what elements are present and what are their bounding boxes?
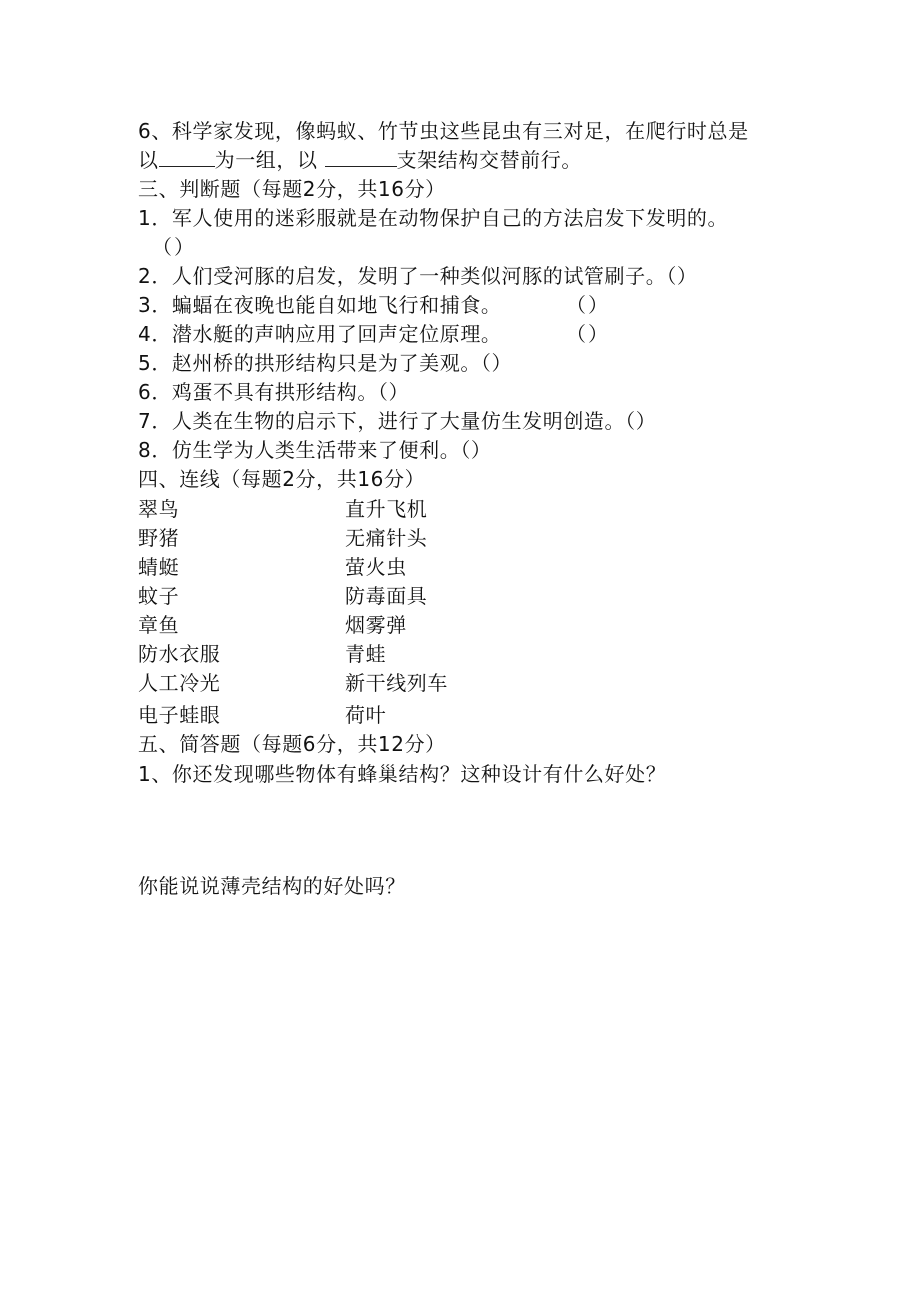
q6-text-c: 支架结构交替前行。 xyxy=(396,148,582,172)
judge-q4 xyxy=(138,322,610,346)
matching-left-item[interactable]: 蜻蜓 xyxy=(138,555,180,579)
matching-left-item[interactable]: 电子蛙眼 xyxy=(138,703,221,727)
matching-row xyxy=(138,584,428,608)
fill-in-q6-line2 xyxy=(138,148,582,172)
matching-row xyxy=(138,671,448,695)
judge-q3-text: 3．蝙蝠在夜晚也能自如地飞行和捕食。 xyxy=(138,293,502,317)
matching-right-item[interactable]: 青蛙 xyxy=(345,642,387,666)
matching-row xyxy=(138,555,407,579)
matching-left-item[interactable]: 章鱼 xyxy=(138,613,180,637)
judge-q4-answer[interactable]: （） xyxy=(566,322,610,346)
matching-right-item[interactable]: 直升飞机 xyxy=(345,497,428,521)
matching-left-item[interactable]: 人工冷光 xyxy=(138,671,221,695)
matching-left-item[interactable]: 翠鸟 xyxy=(138,497,180,521)
matching-right-item[interactable]: 荷叶 xyxy=(345,703,387,727)
short-answer-q1: 1、你还发现哪些物体有蜂巢结构？这种设计有什么好处？ xyxy=(138,762,667,786)
matching-row xyxy=(138,642,387,666)
judge-q7: 7．人类在生物的启示下，进行了大量仿生发明创造。（） xyxy=(138,409,657,433)
answer-blank-1[interactable] xyxy=(159,148,215,167)
judge-q1: 1．军人使用的迷彩服就是在动物保护自己的方法启发下发明的。 xyxy=(138,206,729,230)
judge-q3 xyxy=(138,293,610,317)
matching-right-item[interactable]: 萤火虫 xyxy=(345,555,407,579)
judge-q8: 8．仿生学为人类生活带来了便利。（） xyxy=(138,438,492,462)
short-answer-q2: 你能说说薄壳结构的好处吗？ xyxy=(138,874,406,898)
matching-right-item[interactable]: 无痛针头 xyxy=(345,526,428,550)
matching-right-item[interactable]: 烟雾弹 xyxy=(345,613,407,637)
section-judge-heading: 三、判断题（每题2分，共16分） xyxy=(138,177,446,201)
matching-row xyxy=(138,613,407,637)
judge-q4-text: 4．潜水艇的声呐应用了回声定位原理。 xyxy=(138,322,502,346)
matching-row xyxy=(138,497,428,521)
matching-row xyxy=(138,703,387,727)
judge-q2: 2．人们受河豚的启发，发明了一种类似河豚的试管刷子。（） xyxy=(138,264,698,288)
judge-q1-answer[interactable]: （） xyxy=(152,235,196,259)
matching-right-item[interactable]: 防毒面具 xyxy=(345,584,428,608)
matching-left-item[interactable]: 蚊子 xyxy=(138,584,180,608)
matching-left-item[interactable]: 野猪 xyxy=(138,526,180,550)
judge-q3-answer[interactable]: （） xyxy=(566,293,610,317)
q6-text-a: 以 xyxy=(138,148,159,172)
q6-text-b: 为一组，以 xyxy=(214,148,318,172)
judge-q6: 6．鸡蛋不具有拱形结构。（） xyxy=(138,380,410,404)
answer-blank-2[interactable] xyxy=(325,148,397,167)
section-matching-heading: 四、连线（每题2分，共16分） xyxy=(138,467,426,491)
section-short-answer-heading: 五、简答题（每题6分，共12分） xyxy=(138,732,446,756)
fill-in-q6-line1: 6、科学家发现，像蚂蚁、竹节虫这些昆虫有三对足，在爬行时总是 xyxy=(138,119,749,143)
matching-left-item[interactable]: 防水衣服 xyxy=(138,642,221,666)
judge-q5: 5．赵州桥的拱形结构只是为了美观。（） xyxy=(138,351,513,375)
matching-row xyxy=(138,526,428,550)
matching-right-item[interactable]: 新干线列车 xyxy=(345,671,448,695)
